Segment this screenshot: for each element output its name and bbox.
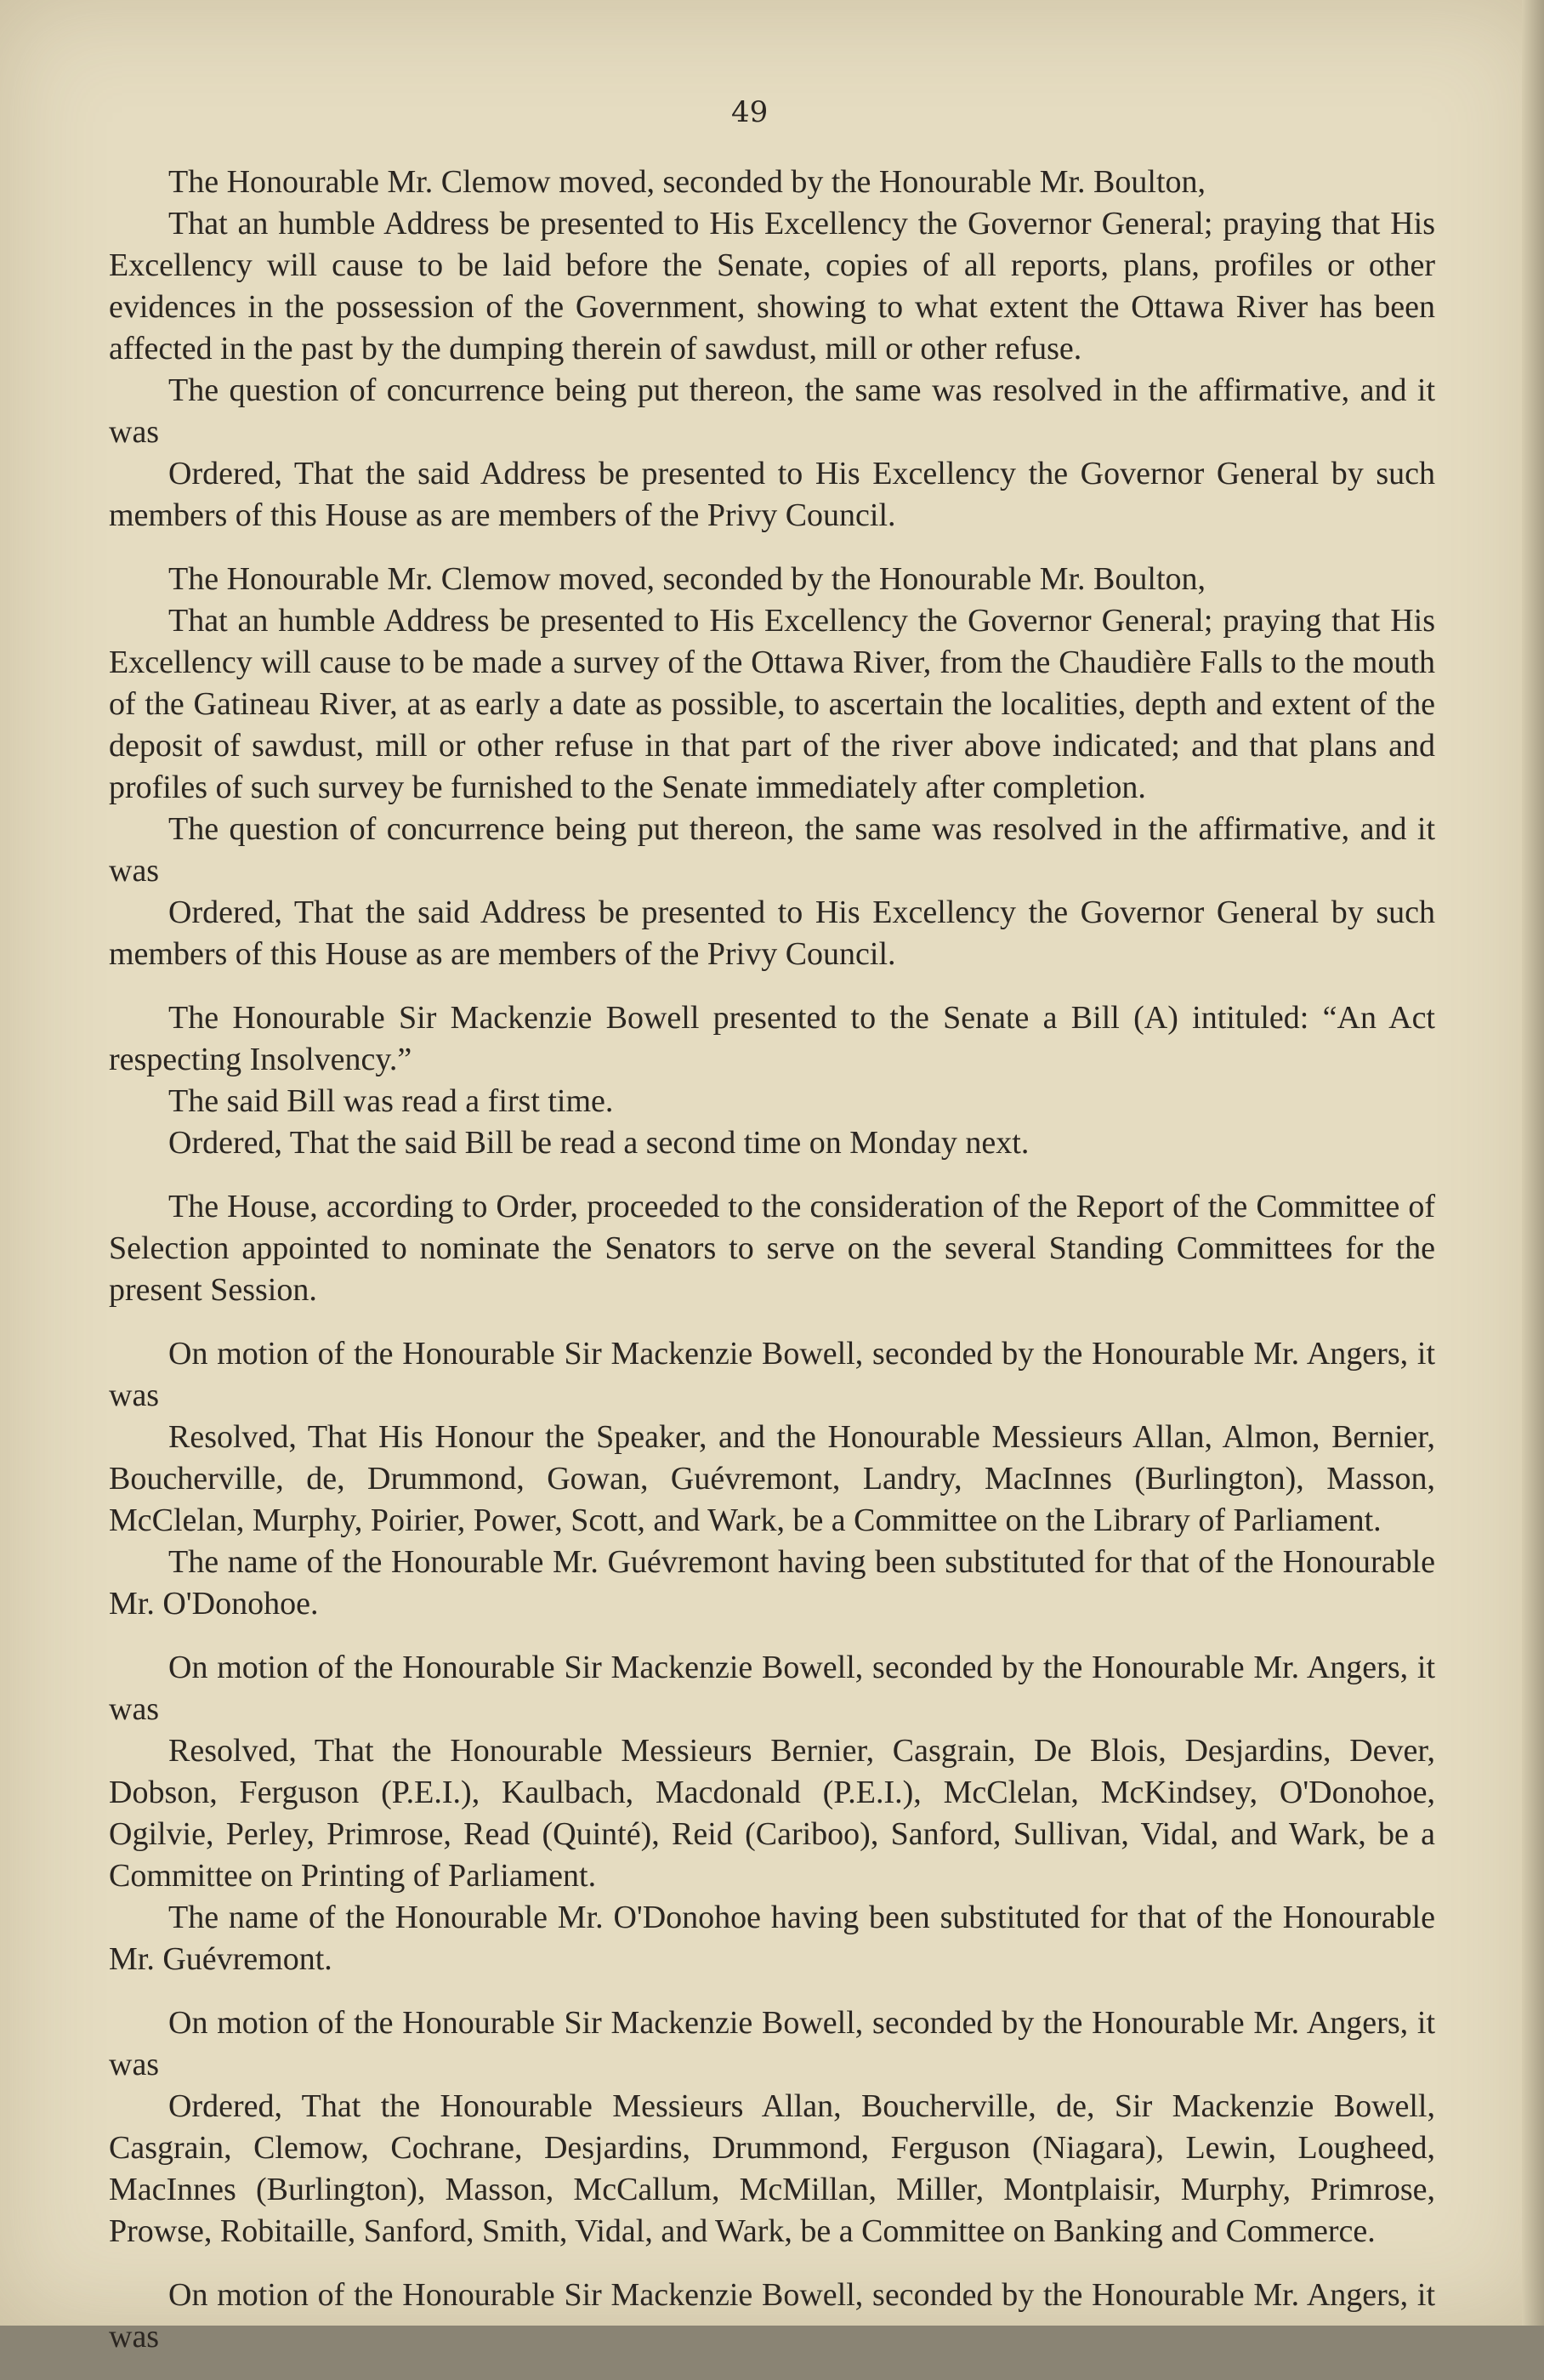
bill-paragraph: The Honourable Sir Mackenzie Bowell presented to the Senate a Bill (A) intituled: “An Act respecting Insolvency.” (109, 1000, 1435, 1077)
ordered-paragraph: Ordered, That the said Address be presented to His Excellency the Governor General by such members of this House as are members of the Privy Council. (109, 456, 1435, 533)
ordered-paragraph: Ordered, That the Honourable Messieurs Allan, Boucherville, de, Sir Mackenzie Bowell, Casgrain, Clemow, Cochrane, Desjardins, Drummond, Ferguson (Niagara), Lewin, Lougheed, MacInnes (Burlington), Masson, McCallum, McMillan, Miller, Montplaisir, Murphy, Primrose, Prowse, Robitaille, Sanford, Smith, Vidal, and Wark, be a Committee on Banking and Commerce. (109, 2088, 1435, 2249)
entry-final-motion (109, 2275, 1435, 2358)
page-number: 49 (731, 95, 769, 129)
entry-library-committee (109, 1333, 1435, 1625)
page-edge (1522, 0, 1544, 2326)
address-paragraph: That an humble Address be presented to His Excellency the Governor General; praying that His Excellency will cause to be made a survey of the Ottawa River, from the Chaudière Falls to the mouth of the Gatineau River, at as early a date as possible, to ascertain the localities, depth and extent of the deposit of sawdust, mill or other refuse in that part of the river above indicated; and that plans and profiles of such survey be furnished to the Senate immediately after completion. (109, 603, 1435, 805)
motion-paragraph: The Honourable Mr. Clemow moved, seconded by the Honourable Mr. Boulton, (168, 164, 1206, 200)
substitution-paragraph: The name of the Honourable Mr. O'Donohoe having been substituted for that of the Honourable Mr. Guévremont. (109, 1900, 1435, 1977)
journal-text (109, 162, 1435, 2380)
resolved-paragraph: Resolved, That the Honourable Messieurs Bernier, Casgrain, De Blois, Desjardins, Dever, Dobson, Ferguson (P.E.I.), Kaulbach, Macdonald (P.E.I.), McClelan, McKindsey, O'Donohoe, Ogilvie, Perley, Primrose, Read (Quinté), Reid (Cariboo), Sanford, Sullivan, Vidal, and Wark, be a Committee on Printing of Parliament. (109, 1733, 1435, 1894)
motion-paragraph: On motion of the Honourable Sir Mackenzie Bowell, seconded by the Honourable Mr. Angers, it was (109, 2277, 1435, 2354)
motion-paragraph: On motion of the Honourable Sir Mackenzie Bowell, seconded by the Honourable Mr. Angers, it was (109, 1650, 1435, 1727)
motion-paragraph: The Honourable Mr. Clemow moved, seconded by the Honourable Mr. Boulton, (168, 561, 1206, 597)
resolved-paragraph: Resolved, That His Honour the Speaker, and the Honourable Messieurs Allan, Almon, Bernier, Boucherville, de, Drummond, Gowan, Guévremont, Landry, MacInnes (Burlington), Masson, McClelan, Murphy, Poirier, Power, Scott, and Wark, be a Committee on the Library of Parliament. (109, 1419, 1435, 1538)
address-paragraph: That an humble Address be presented to His Excellency the Governor General; praying that His Excellency will cause to be laid before the Senate, copies of all reports, plans, profiles or other evidences in the possession of the Government, showing to what extent the Ottawa River has been affected in the past by the dumping therein of sawdust, mill or other refuse. (109, 206, 1435, 366)
entry-bill-a (109, 997, 1435, 1164)
entry-banking-committee (109, 2002, 1435, 2252)
question-paragraph: The question of concurrence being put thereon, the same was resolved in the affirmative, and it was (109, 811, 1435, 889)
house-paragraph: The House, according to Order, proceeded to the consideration of the Report of the Committee of Selection appointed to nominate the Senators to serve on the several Standing Committees for the present Session. (109, 1189, 1435, 1308)
entry-committee-selection (109, 1186, 1435, 1311)
question-paragraph: The question of concurrence being put thereon, the same was resolved in the affirmative, and it was (109, 372, 1435, 450)
motion-paragraph: On motion of the Honourable Sir Mackenzie Bowell, seconded by the Honourable Mr. Angers, it was (109, 2005, 1435, 2082)
entry-address-survey (109, 559, 1435, 975)
motion-paragraph: On motion of the Honourable Sir Mackenzie Bowell, seconded by the Honourable Mr. Angers, it was (109, 1336, 1435, 1413)
ordered-paragraph: Ordered, That the said Bill be read a second time on Monday next. (168, 1125, 1030, 1161)
entry-printing-committee (109, 1647, 1435, 1980)
substitution-paragraph: The name of the Honourable Mr. Guévremont having been substituted for that of the Honourable Mr. O'Donohoe. (109, 1544, 1435, 1622)
entry-address-sawdust-reports (109, 162, 1435, 537)
ordered-paragraph: Ordered, That the said Address be presented to His Excellency the Governor General by such members of this House as are members of the Privy Council. (109, 895, 1435, 972)
reading-paragraph: The said Bill was read a first time. (168, 1083, 614, 1119)
